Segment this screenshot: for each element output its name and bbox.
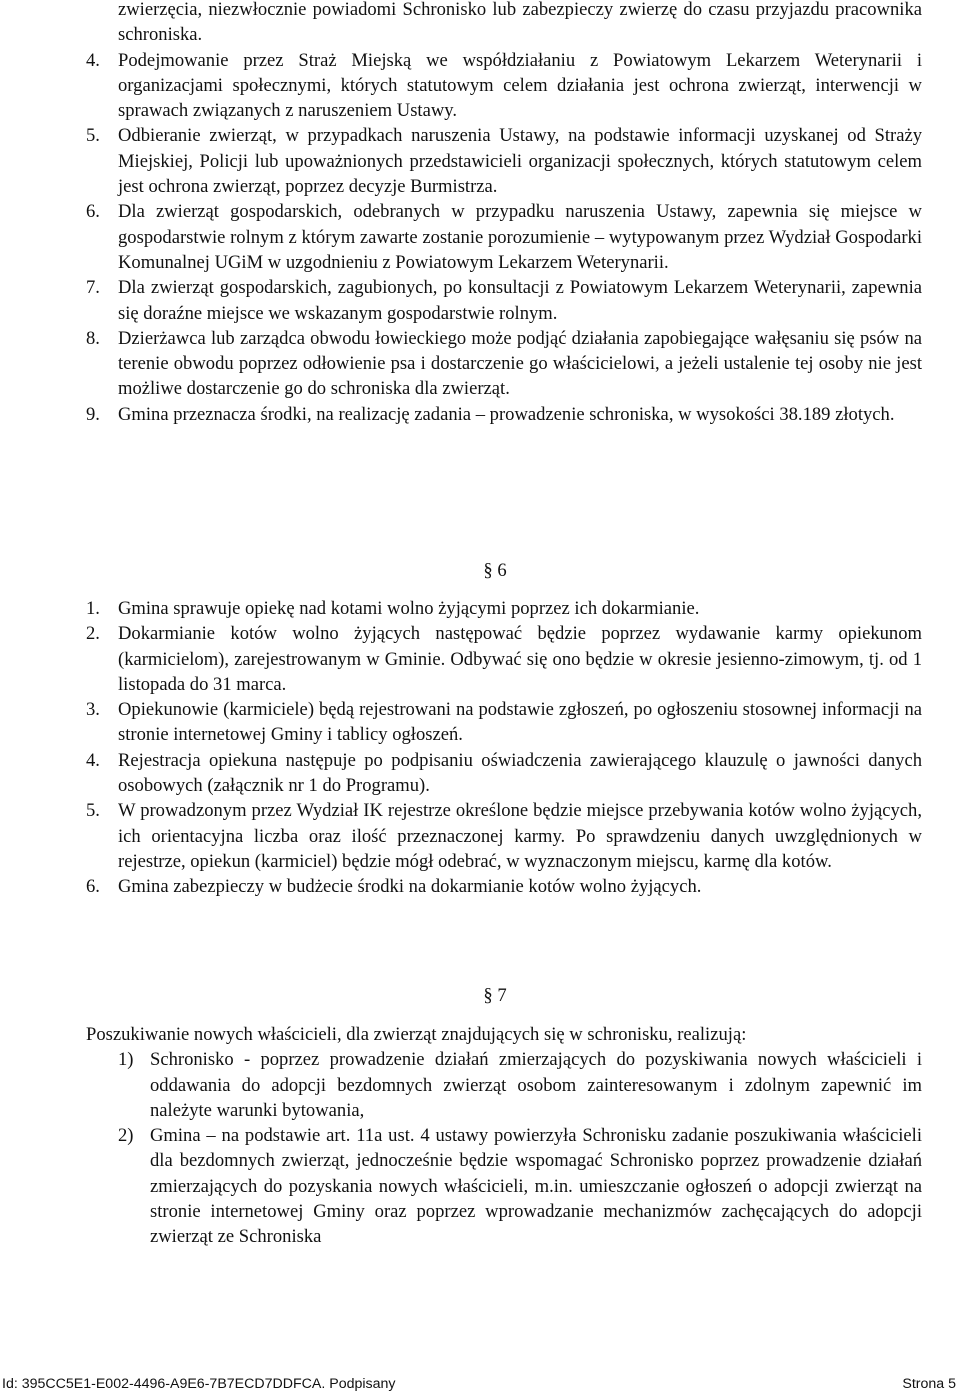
- list-item-text: Gmina – na podstawie art. 11a ust. 4 ustawy powierzyła Schronisku zadanie poszukiwania właścicieli dla bezdomnych zwierząt, jednocześnie będzie wspomagać Schronisko poprzez prowadzenie działań zmierzających do pozyskania nowych właścicieli, m.in. umieszczanie ogłoszeń o adopcji zwierząt na stronie internetowej Gminy oraz poprzez wprowadzanie mechanizmów zachęcających do adopcji zwierząt ze Schroniska: [150, 1125, 922, 1248]
- list-item-text: Rejestracja opiekuna następuje po podpisaniu oświadczenia zawierającego klauzulę o jawności danych osobowych (załącznik nr 1 do Programu).: [118, 749, 922, 797]
- list-item-text: Gmina przeznacza środki, na realizację zadania – prowadzenie schroniska, w wysokości 38.189 złotych.: [118, 403, 895, 425]
- list-item-number: 5.: [86, 800, 100, 822]
- section-intro: Poszukiwanie nowych właścicieli, dla zwierząt znajdujących się w schronisku, realizują:: [86, 1024, 747, 1045]
- list-item-number: 2): [118, 1125, 134, 1147]
- list-item-text: Dokarmianie kotów wolno żyjących następować będzie poprzez wydawanie karmy opiekunom (karmicielom), zarejestrowanym w Gminie. Odbywać się ono będzie w okresie jesienno-zimowym, tj. od 1 listopada do 31 marca.: [118, 623, 922, 695]
- list-item: [86, 1047, 922, 1123]
- list-item-number: 3.: [86, 699, 100, 721]
- list-item: [86, 48, 922, 124]
- list-item-text: Podejmowanie przez Straż Miejską we współdziałaniu z Powiatowym Lekarzem Weterynarii i organizacjami społecznymi, których statutowym celem działania jest ochrona zwierząt, interwencji w sprawach związanych z naruszeniem Ustawy.: [118, 49, 922, 122]
- list-item: [86, 621, 922, 697]
- list-item: [86, 596, 922, 621]
- list-item-number: 8.: [86, 327, 100, 349]
- list-item-number: 9.: [86, 403, 100, 425]
- top-list: [86, 0, 922, 427]
- document-id: Id: 395CC5E1-E002-4496-A9E6-7B7ECD7DDFCA. Podpisany: [2, 1376, 396, 1392]
- list-item: [86, 748, 922, 799]
- list-item-text: zwierzęcia, niezwłocznie powiadomi Schronisko lub zabezpieczy zwierzę do czasu przyjazdu pracownika schroniska.: [118, 0, 922, 46]
- list-item: [86, 326, 922, 402]
- section-7-body: [86, 1022, 922, 1250]
- page-number: Strona 5: [902, 1376, 956, 1392]
- list-item: [86, 798, 922, 874]
- section-heading-text: § 7: [483, 985, 507, 1006]
- list-item: [86, 199, 922, 275]
- list-item-text: Gmina sprawuje opiekę nad kotami wolno żyjącymi poprzez ich dokarmianie.: [118, 598, 700, 619]
- list-item-number: 5.: [86, 125, 100, 147]
- list-item-text: Gmina zabezpieczy w budżecie środki na dokarmianie kotów wolno żyjących.: [118, 876, 702, 898]
- list-item-text: Dla zwierząt gospodarskich, zagubionych, po konsultacji z Powiatowym Lekarzem Weterynarii, zapewnia się doraźne miejsce we wskazanym gospodarstwie rolnym.: [118, 277, 922, 324]
- list-item-continuation: [86, 0, 922, 48]
- section-heading-6: [0, 558, 960, 583]
- section-heading-7: [0, 983, 960, 1008]
- section-6-list: [86, 596, 922, 900]
- list-item: [86, 123, 922, 199]
- list-item-number: 2.: [86, 623, 100, 645]
- list-item-text: Dzierżawca lub zarządca obwodu łowieckiego może podjąć działania zapobiegające wałęsaniu się psów na terenie obwodu poprzez odłowienie psa i dostarczenie go właścicielowi, a jeżeli ustalenie tej osoby nie jest możliwe dostarczenie go do schroniska dla zwierząt.: [118, 327, 922, 400]
- list-item: [86, 697, 922, 748]
- list-item-number: 1): [118, 1049, 134, 1071]
- list-item-text: Schronisko - poprzez prowadzenie działań zmierzających do pozyskiwania nowych właścicieli i oddawania do adopcji bezdomnych zwierząt osobom zainteresowanym i zdolnym zapewnić im należyte warunki bytowania,: [150, 1049, 922, 1121]
- section-heading-text: § 6: [483, 560, 507, 581]
- list-item-number: 6.: [86, 201, 100, 223]
- list-item-text: Odbieranie zwierząt, w przypadkach naruszenia Ustawy, na podstawie informacji uzyskanej od Straży Miejskiej, Policji lub upoważnionych przedstawicieli organizacji społecznych, których statutowym celem jest ochrona zwierząt, poprzez decyzje Burmistrza.: [118, 125, 922, 198]
- list-item-text: Dla zwierząt gospodarskich, odebranych w przypadku naruszenia Ustawy, zapewnia się miejsce w gospodarstwie rolnym z którym zawarte zostanie porozumienie – wytypowanym przez Wydział Gospodarki Komunalnej UGiM w uzgodnieniu z Powiatowym Lekarzem Weterynarii.: [118, 201, 922, 273]
- list-item: [86, 402, 922, 427]
- list-item: [86, 874, 922, 899]
- list-item-number: 7.: [86, 277, 100, 299]
- list-item-number: 6.: [86, 876, 100, 898]
- list-item-text: Opiekunowie (karmiciele) będą rejestrowani na podstawie zgłoszeń, po ogłoszeniu stosownej informacji na stronie internetowej Gminy i tablicy ogłoszeń.: [118, 699, 922, 746]
- list-item-number: 4.: [86, 49, 100, 71]
- list-item-text: W prowadzonym przez Wydział IK rejestrze określone będzie miejsce przebywania kotów wolno żyjących, ich orientacyjna liczba oraz ilość przeznaczonej karmy. Po sprawdzeniu danych uwzględnionych w rejestrze, opiekun (karmiciel) będzie mógł odebrać, w wyznaczonym miejscu, karmę dla kotów.: [118, 800, 922, 872]
- list-item-number: 4.: [86, 749, 100, 771]
- list-item: [86, 275, 922, 326]
- list-item-number: 1.: [86, 598, 100, 619]
- list-item: [86, 1123, 922, 1249]
